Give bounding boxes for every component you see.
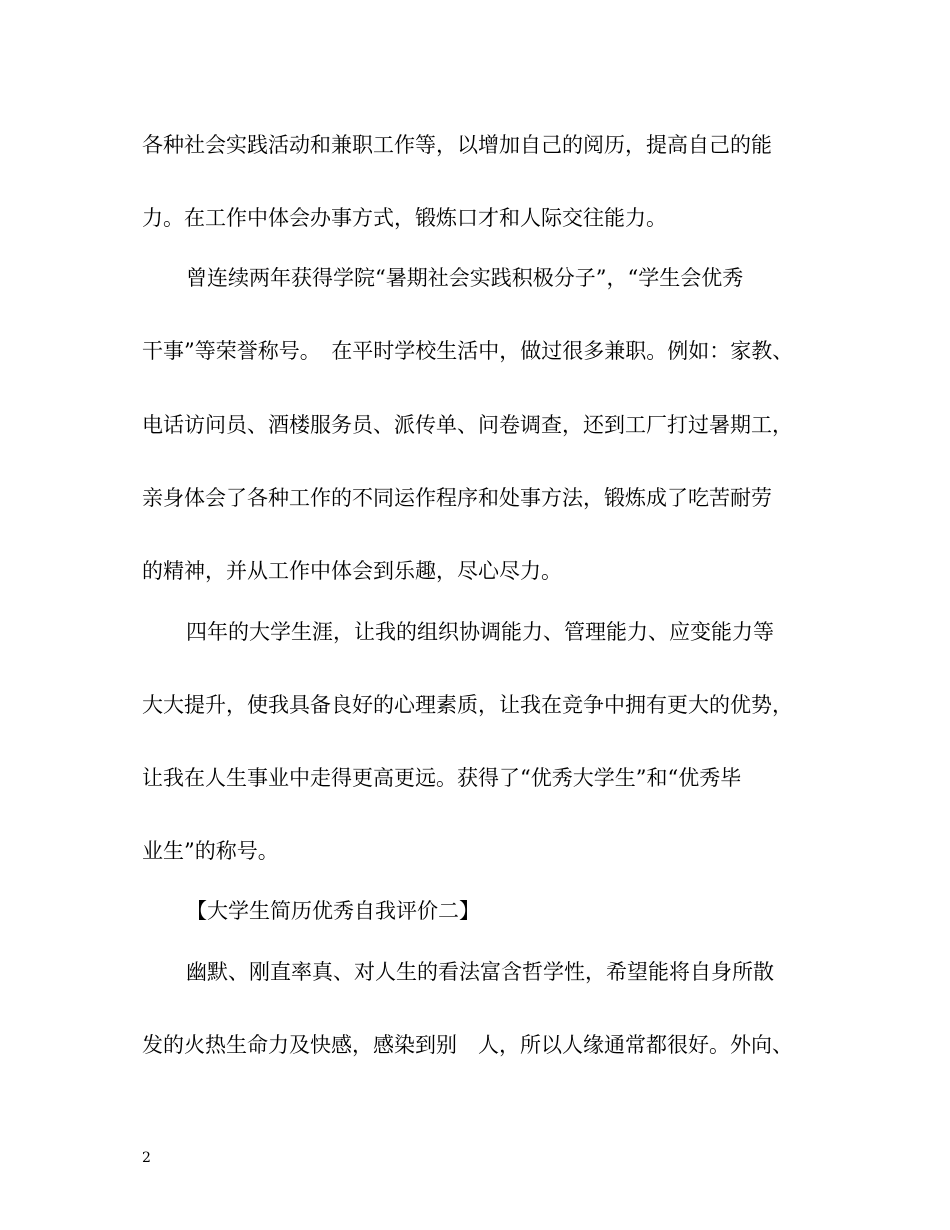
page-number: 2 [142,1150,151,1166]
section-heading: 【大学生简历优秀自我评价二】 [186,899,480,923]
body-text-line: 干事”等荣誉称号。 在平时学校生活中，做过很多兼职。例如：家教、 [142,339,794,363]
body-text-line: 大大提升，使我具备良好的心理素质，让我在竞争中拥有更大的优势， [142,693,793,717]
body-text-line: 四年的大学生涯，让我的组织协调能力、管理能力、应变能力等 [186,620,774,644]
body-text-line: 业生”的称号。 [142,839,279,863]
body-text-line: 力。在工作中体会办事方式，锻炼口才和人际交往能力。 [142,206,667,230]
body-text-line: 亲身体会了各种工作的不同运作程序和处事方法，锻炼成了吃苦耐劳 [142,486,772,510]
body-text-line: 让我在人生事业中走得更高更远。获得了“优秀大学生”和“优秀毕 [142,766,742,790]
body-text-line: 各种社会实践活动和兼职工作等，以增加自己的阅历，提高自己的能 [142,133,772,157]
body-text-line: 发的火热生命力及快感，感染到别 人，所以人缘通常都很好。外向、 [142,1033,793,1057]
body-text-line: 曾连续两年获得学院“暑期社会实践积极分子”，“学生会优秀 [186,266,744,290]
body-text-line: 电话访问员、酒楼服务员、派传单、问卷调查，还到工厂打过暑期工， [142,413,793,437]
body-text-line: 幽默、刚直率真、对人生的看法富含哲学性，希望能将自身所散 [186,960,774,984]
body-text-line: 的精神，并从工作中体会到乐趣，尽心尽力。 [142,559,562,583]
